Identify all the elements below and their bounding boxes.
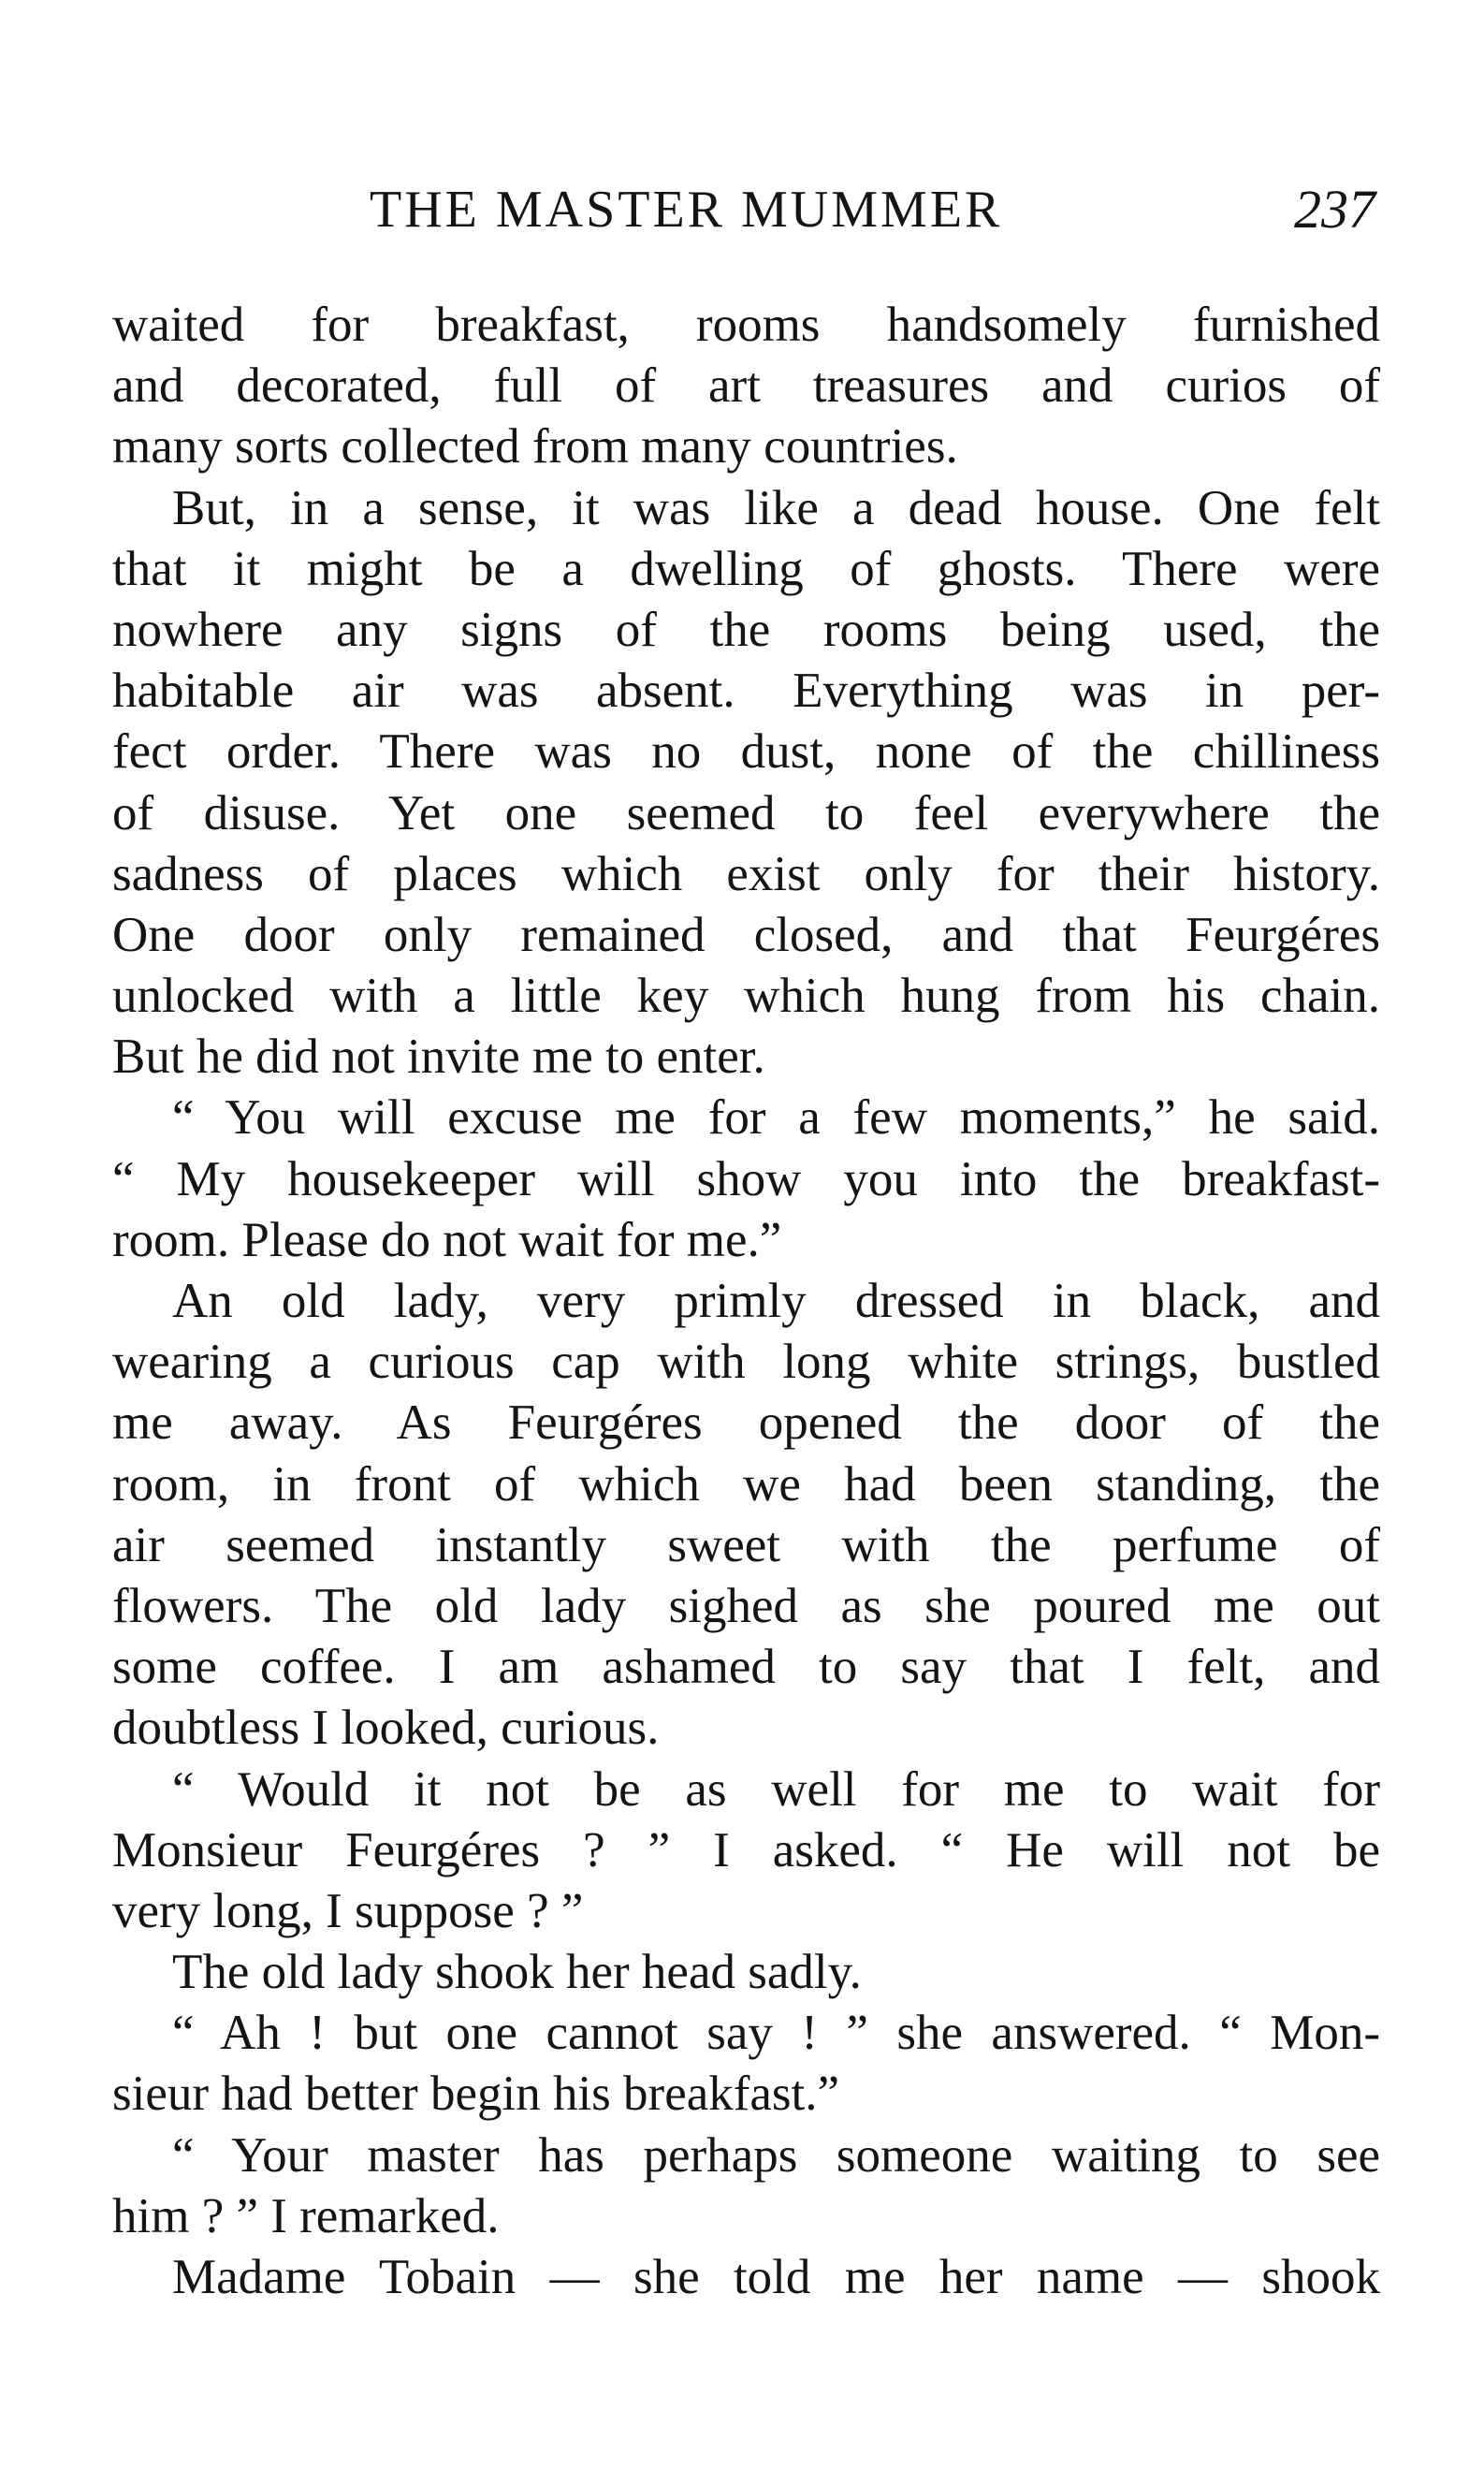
text-line: habitable air was absent. Everything was in per-: [112, 664, 1380, 719]
text-line: wearing a curious cap with long white strings, bustled: [112, 1335, 1380, 1390]
text-line: air seemed instantly sweet with the perfume of: [112, 1517, 1380, 1572]
text-line: waited for breakfast, rooms handsomely furnished: [112, 298, 1380, 352]
text-line: him ? ” I remarked.: [112, 2188, 500, 2243]
text-line: “ Your master has perhaps someone waiting to see: [172, 2127, 1380, 2183]
text-line: that it might be a dwelling of ghosts. There were: [112, 541, 1380, 596]
text-line: flowers. The old lady sighed as she poured me out: [112, 1578, 1380, 1633]
text-line: room. Please do not wait for me.”: [112, 1212, 782, 1267]
text-line: “ You will excuse me for a few moments,” he said.: [172, 1090, 1380, 1146]
text-line: The old lady shook her head sadly.: [172, 1945, 862, 2000]
text-line: nowhere any signs of the rooms being used, the: [112, 602, 1380, 657]
text-line: and decorated, full of art treasures and curios of: [112, 358, 1380, 414]
text-line: very long, I suppose ? ”: [112, 1883, 584, 1938]
running-head: [370, 176, 1375, 243]
running-title: THE MASTER MUMMER: [370, 181, 1003, 239]
text-line: me away. As Feurgéres opened the door of the: [112, 1395, 1380, 1451]
page-number: 237: [1294, 179, 1375, 240]
text-line: sadness of places which exist only for their history.: [112, 846, 1380, 901]
text-line: Monsieur Feurgéres ? ” I asked. “ He will not be: [112, 1822, 1380, 1877]
text-line: fect order. There was no dust, none of the chilliness: [112, 724, 1380, 780]
text-line: some coffee. I am ashamed to say that I felt, and: [112, 1640, 1380, 1695]
text-line: sieur had better begin his breakfast.”: [112, 2067, 840, 2122]
text-line: One door only remained closed, and that Feurgéres: [112, 907, 1380, 962]
text-line: But, in a sense, it was like a dead house. One felt: [172, 480, 1380, 535]
text-line: many sorts collected from many countries.: [112, 419, 958, 475]
body-text: [112, 295, 1380, 2308]
text-line: of disuse. Yet one seemed to feel everywhere the: [112, 785, 1380, 840]
text-line: Madame Tobain — she told me her name — shook: [172, 2250, 1380, 2304]
text-line: “ My housekeeper will show you into the breakfast-: [112, 1151, 1380, 1206]
text-line: But he did not invite me to enter.: [112, 1030, 765, 1085]
text-line: room, in front of which we had been standing, the: [112, 1456, 1380, 1512]
text-line: “ Ah ! but one cannot say ! ” she answered. “ Mon-: [172, 2006, 1380, 2061]
text-line: An old lady, very primly dressed in black, and: [172, 1274, 1380, 1328]
text-line: doubtless I looked, curious.: [112, 1701, 660, 1756]
text-line: unlocked with a little key which hung from his chain.: [112, 969, 1380, 1024]
text-line: “ Would it not be as well for me to wait for: [172, 1761, 1380, 1817]
